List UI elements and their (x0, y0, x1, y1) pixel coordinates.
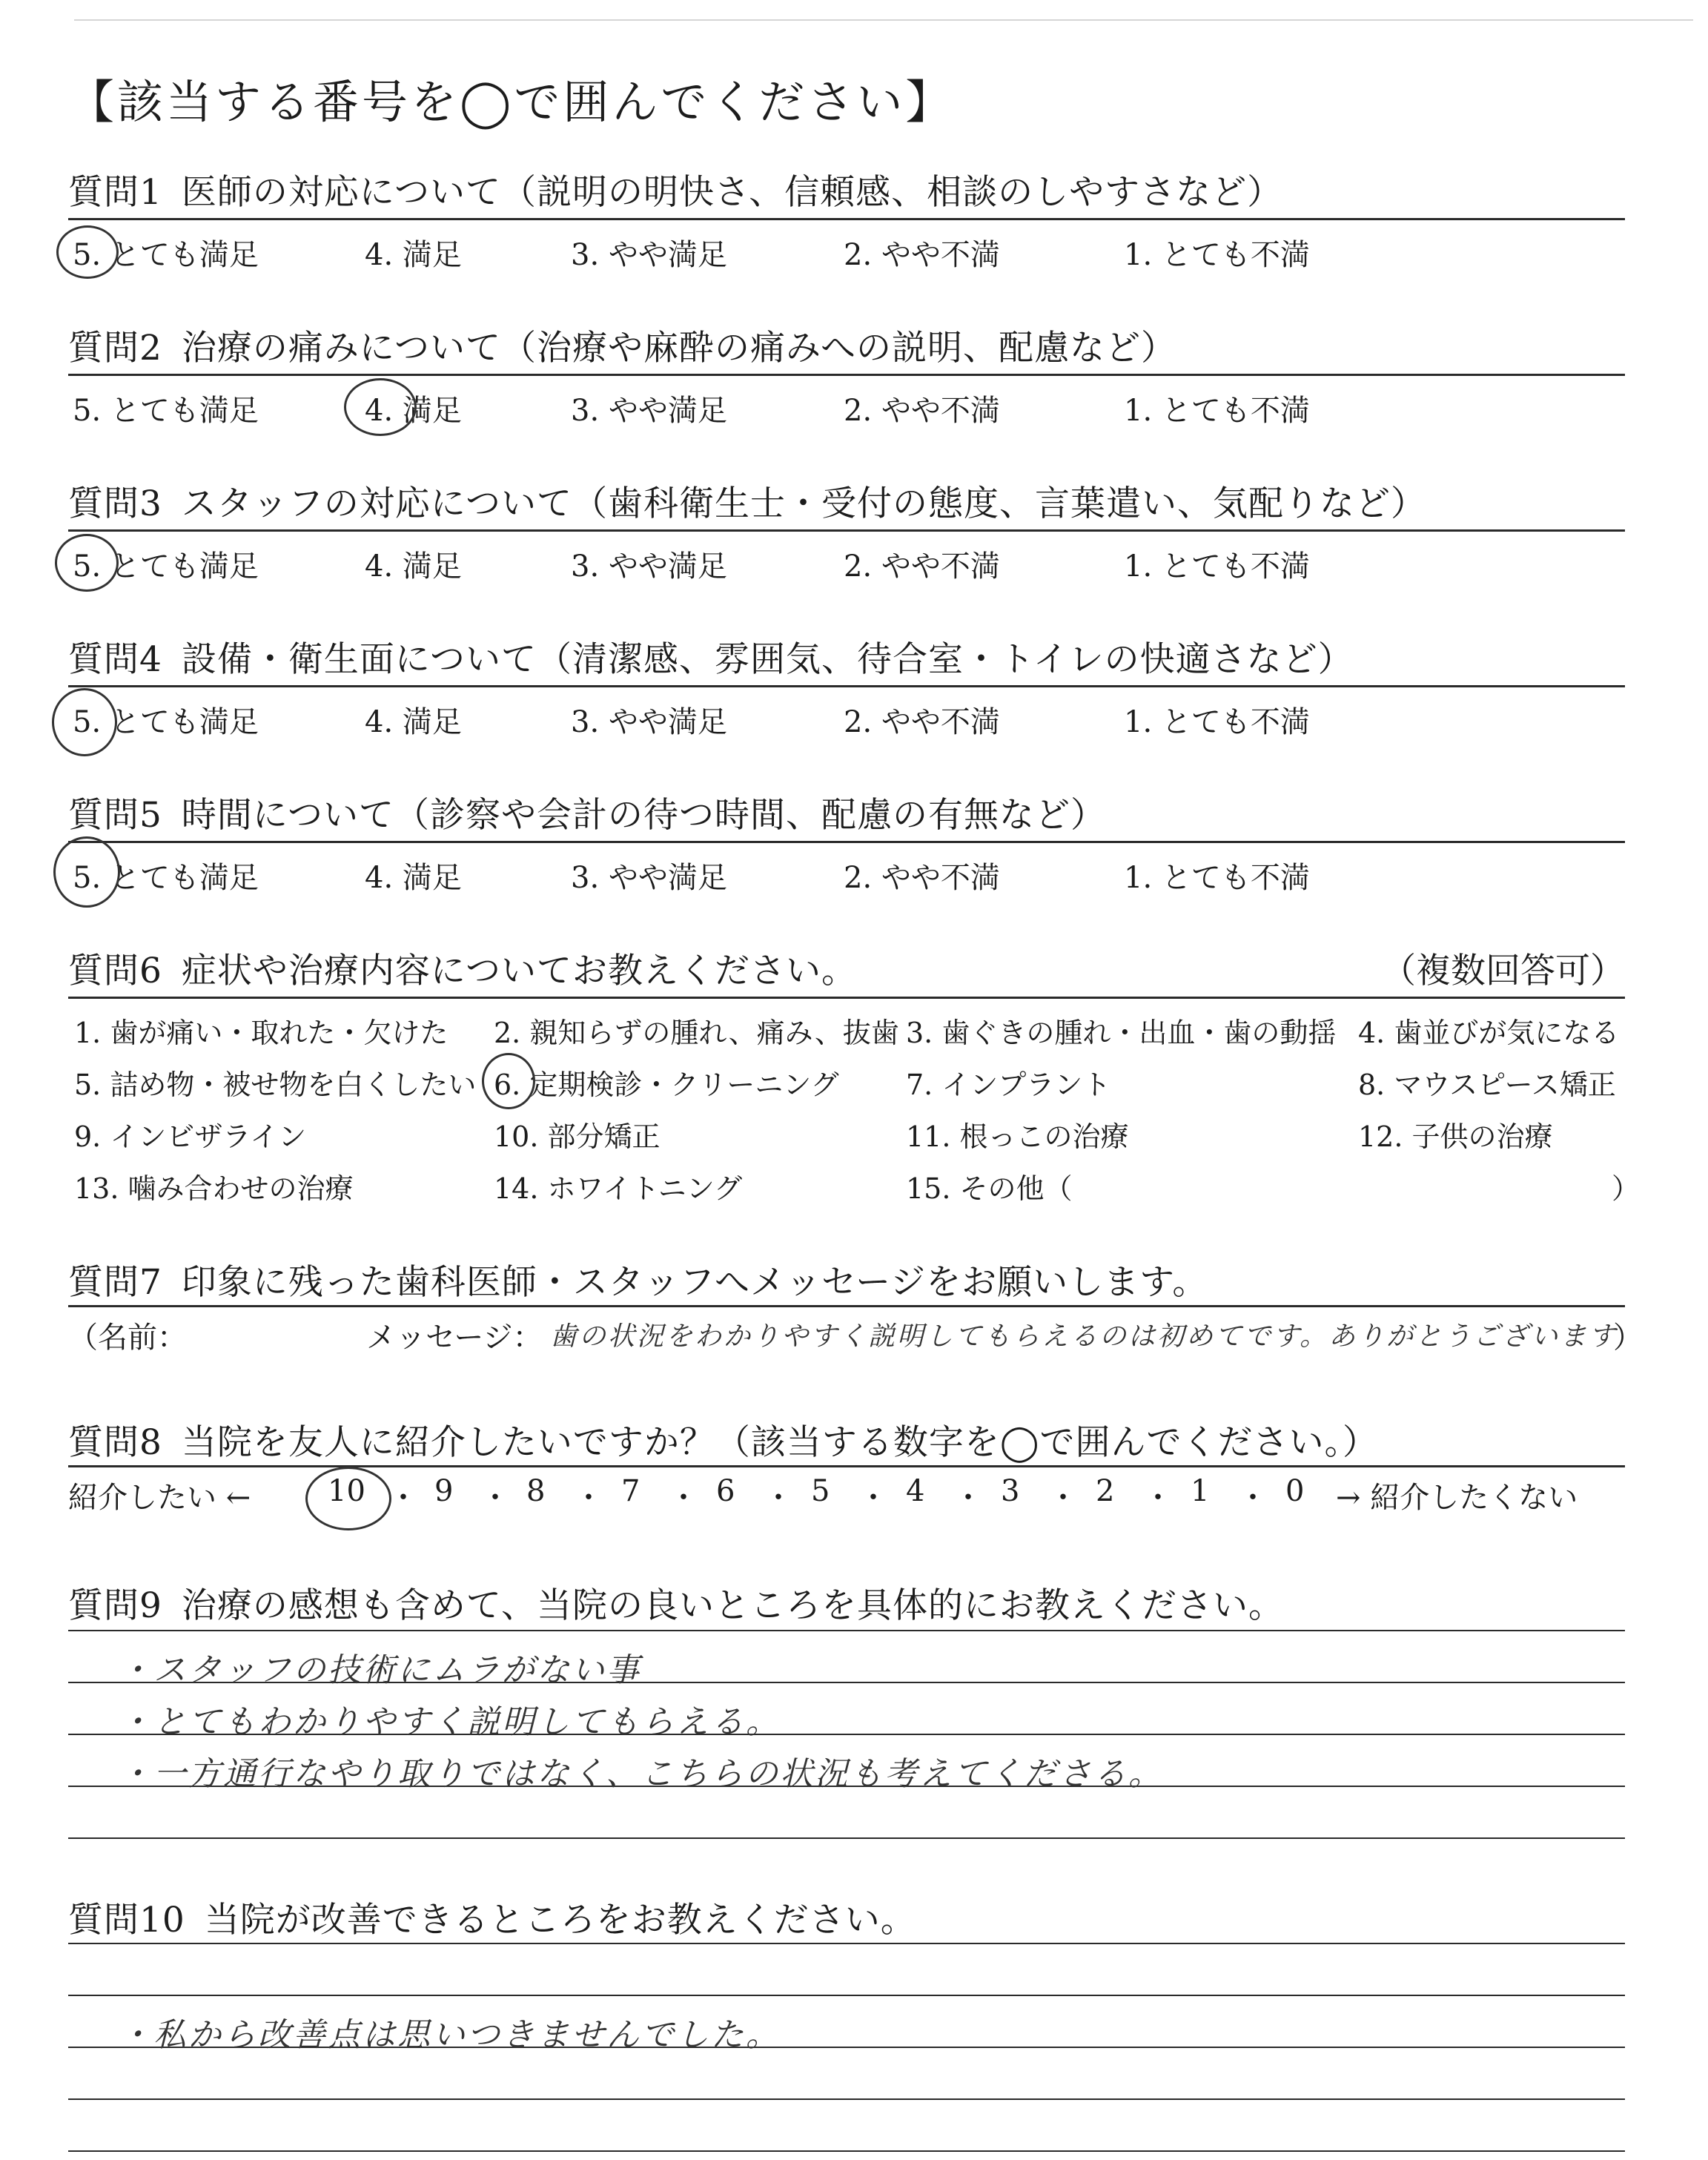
q2-option-2[interactable]: 2. やや不満 (844, 394, 1000, 428)
q6-option-8[interactable]: 8. マウスピース矯正 (1358, 1069, 1616, 1101)
question-7-text: 印象に残った歯科医師・スタッフへメッセージをお願いします。 (181, 1262, 1208, 1303)
question-1-title (68, 165, 1282, 214)
question-9-title (68, 1578, 1284, 1628)
question-5-rule (68, 841, 1625, 843)
question-6-options (68, 1010, 1641, 1210)
q2-option-1[interactable]: 1. とても不満 (1124, 394, 1310, 428)
q2-option-3[interactable]: 3. やや満足 (571, 394, 727, 428)
question-9-number: 質問9 (68, 1585, 162, 1626)
q8-score-0[interactable]: 0 (1285, 1474, 1305, 1508)
page-title: 【該当する番号を◯で囲んでください】 (68, 75, 955, 129)
question-1-rule (68, 218, 1625, 220)
q8-score-10[interactable]: 10 (328, 1474, 365, 1508)
q3-option-5[interactable]: 5. とても満足 (73, 549, 259, 584)
q8-score-1[interactable]: 1 (1191, 1474, 1210, 1508)
question-5-text: 時間について（診察や会計の待つ時間、配慮の有無など） (181, 795, 1106, 836)
q8-dot-6: ・ (858, 1481, 888, 1515)
question-4-text: 設備・衛生面について（清潔感、雰囲気、待合室・トイレの快適さなど） (181, 639, 1354, 680)
question-8-title (68, 1415, 1378, 1464)
q10-line-5 (68, 2150, 1625, 2152)
q10-line-4 (68, 2098, 1625, 2100)
question-2-text: 治療の痛みについて（治療や麻酔の痛みへの説明、配慮など） (181, 328, 1177, 369)
q6-option-5[interactable]: 5. 詰め物・被せ物を白くしたい (74, 1069, 477, 1101)
question-3-title (68, 476, 1426, 526)
q6-option-2[interactable]: 2. 親知らずの腫れ、痛み、抜歯 (494, 1017, 899, 1049)
q8-score-8[interactable]: 8 (526, 1474, 546, 1508)
question-2-rule (68, 374, 1625, 376)
q2-option-5[interactable]: 5. とても満足 (73, 394, 259, 428)
question-8-scale (68, 1474, 1625, 1519)
question-8-number: 質問8 (68, 1422, 162, 1463)
q5-option-3[interactable]: 3. やや満足 (571, 861, 727, 895)
q6-option-14[interactable]: 14. ホワイトニング (494, 1172, 743, 1205)
q6-option-4[interactable]: 4. 歯並びが気になる (1358, 1017, 1620, 1049)
q6-option-13[interactable]: 13. 噛み合わせの治療 (74, 1172, 354, 1205)
q1-option-4[interactable]: 4. 満足 (365, 238, 462, 272)
q9-line-5 (68, 1837, 1625, 1839)
question-1-text: 医師の対応について（説明の明快さ、信頼感、相談のしやすさなど） (181, 172, 1283, 213)
q8-dot-10: ・ (1238, 1481, 1268, 1515)
q10-line-2 (68, 1995, 1625, 1996)
q8-left-label: 紹介したい ← (68, 1481, 251, 1515)
q3-option-3[interactable]: 3. やや満足 (571, 549, 727, 584)
q9-line-1 (68, 1630, 1625, 1631)
q3-option-4[interactable]: 4. 満足 (365, 549, 462, 584)
q9-answer-3[interactable]: ・一方通行なやり取りではなく、こちらの状況も考えてくださる。 (119, 1755, 1164, 1793)
q4-selection-circle (52, 688, 117, 756)
question-4-number: 質問4 (68, 639, 162, 680)
q7-message[interactable]: 歯の状況をわかりやすく説明してもらえるのは初めてです。ありがとうございます (550, 1321, 1618, 1352)
q5-option-4[interactable]: 4. 満足 (365, 861, 462, 895)
q6-selection-circle (482, 1053, 535, 1109)
q8-dot-8: ・ (1048, 1481, 1078, 1515)
q8-right-label: → 紹介したくない (1336, 1481, 1578, 1515)
q8-score-7[interactable]: 7 (621, 1474, 640, 1508)
question-10-text: 当院が改善できるところをお教えください。 (204, 1900, 916, 1941)
q7-name-label: （名前： (68, 1321, 187, 1355)
question-6-rule (68, 997, 1625, 999)
question-6-multi-note: （複数回答可） (1381, 951, 1625, 991)
q5-selection-circle (53, 836, 120, 908)
question-7-number: 質問7 (68, 1262, 162, 1303)
q6-option-10[interactable]: 10. 部分矯正 (494, 1120, 661, 1153)
q7-message-label: メッセージ： (366, 1321, 543, 1355)
question-3-number: 質問3 (68, 483, 162, 524)
q10-line-1 (68, 1943, 1625, 1944)
question-4-rule (68, 685, 1625, 687)
q6-other-close: ） (1612, 1172, 1641, 1205)
question-10-number: 質問10 (68, 1900, 185, 1941)
question-5-title (68, 787, 1106, 837)
q9-answer-2[interactable]: ・とてもわかりやすく説明してもらえる。 (119, 1703, 781, 1741)
q2-selection-circle (344, 378, 417, 436)
q8-dot-4: ・ (669, 1481, 698, 1515)
q1-option-3[interactable]: 3. やや満足 (571, 238, 727, 272)
top-border (74, 19, 1693, 21)
question-4-options (68, 698, 1625, 739)
question-8-rule (68, 1465, 1625, 1467)
q6-option-15[interactable]: 15. その他（ (906, 1172, 1073, 1205)
question-1-number: 質問1 (68, 172, 162, 213)
q3-selection-circle (55, 534, 119, 592)
q8-score-6[interactable]: 6 (716, 1474, 735, 1508)
question-3-options (68, 543, 1625, 584)
q2-option-4[interactable]: 4. 満足 (365, 394, 462, 428)
q6-option-1[interactable]: 1. 歯が痛い・取れた・欠けた (74, 1017, 448, 1049)
q8-dot-5: ・ (764, 1481, 793, 1515)
q8-dot-7: ・ (953, 1481, 983, 1515)
q6-option-11[interactable]: 11. 根っこの治療 (906, 1120, 1129, 1153)
q8-score-9[interactable]: 9 (434, 1474, 454, 1508)
q5-option-1[interactable]: 1. とても不満 (1124, 861, 1310, 895)
question-7-title (68, 1255, 1208, 1304)
q8-dot-1: ・ (388, 1481, 418, 1515)
q4-option-3[interactable]: 3. やや満足 (571, 705, 727, 739)
q1-option-5[interactable]: 5. とても満足 (73, 238, 259, 272)
q8-selection-circle (305, 1467, 391, 1530)
q8-score-2[interactable]: 2 (1096, 1474, 1115, 1508)
question-7-response (68, 1314, 1643, 1358)
q1-selection-circle (56, 225, 119, 279)
q8-dot-3: ・ (574, 1481, 603, 1515)
question-7-rule (68, 1305, 1625, 1307)
q6-option-12[interactable]: 12. 子供の治療 (1358, 1120, 1553, 1153)
question-2-options (68, 387, 1625, 428)
question-8-text: 当院を友人に紹介したいですか？（該当する数字を◯で囲んでください。） (181, 1422, 1379, 1463)
q4-option-4[interactable]: 4. 満足 (365, 705, 462, 739)
q8-score-5[interactable]: 5 (811, 1474, 830, 1508)
question-3-text: スタッフの対応について（歯科衛生士・受付の態度、言葉遣い、気配りなど） (181, 483, 1426, 524)
question-6-title (68, 943, 857, 993)
question-3-rule (68, 529, 1625, 532)
question-10-title (68, 1892, 916, 1942)
q7-close: ） (1613, 1321, 1643, 1355)
question-1-options (68, 231, 1625, 272)
q6-option-9[interactable]: 9. インビザライン (74, 1120, 307, 1153)
q10-answer-1[interactable]: ・私から改善点は思いつきませんでした。 (119, 2016, 781, 2054)
q1-option-1[interactable]: 1. とても不満 (1124, 238, 1310, 272)
q8-dot-2: ・ (480, 1481, 510, 1515)
question-2-title (68, 320, 1176, 370)
q5-option-2[interactable]: 2. やや不満 (844, 861, 1000, 895)
q5-option-5[interactable]: 5. とても満足 (73, 861, 259, 895)
question-6-text: 症状や治療内容についてお教えください。 (181, 951, 857, 991)
q6-option-6[interactable]: 6. 定期検診・クリーニング (494, 1069, 839, 1101)
question-4-title (68, 632, 1354, 681)
q6-option-7[interactable]: 7. インプラント (906, 1069, 1111, 1101)
question-5-number: 質問5 (68, 795, 162, 836)
q3-option-2[interactable]: 2. やや不満 (844, 549, 1000, 584)
q4-option-1[interactable]: 1. とても不満 (1124, 705, 1310, 739)
q4-option-2[interactable]: 2. やや不満 (844, 705, 1000, 739)
q8-dot-9: ・ (1143, 1481, 1173, 1515)
question-6-number: 質問6 (68, 951, 162, 991)
q1-option-2[interactable]: 2. やや不満 (844, 238, 1000, 272)
q6-option-3[interactable]: 3. 歯ぐきの腫れ・出血・歯の動揺 (906, 1017, 1337, 1049)
q8-score-4[interactable]: 4 (906, 1474, 925, 1508)
question-2-number: 質問2 (68, 328, 162, 369)
q9-answer-1[interactable]: ・スタッフの技術にムラがない事 (119, 1651, 641, 1689)
question-5-options (68, 854, 1625, 895)
q3-option-1[interactable]: 1. とても不満 (1124, 549, 1310, 584)
question-9-text: 治療の感想も含めて、当院の良いところを具体的にお教えください。 (181, 1585, 1284, 1626)
q4-option-5[interactable]: 5. とても満足 (73, 705, 259, 739)
q8-score-3[interactable]: 3 (1001, 1474, 1020, 1508)
